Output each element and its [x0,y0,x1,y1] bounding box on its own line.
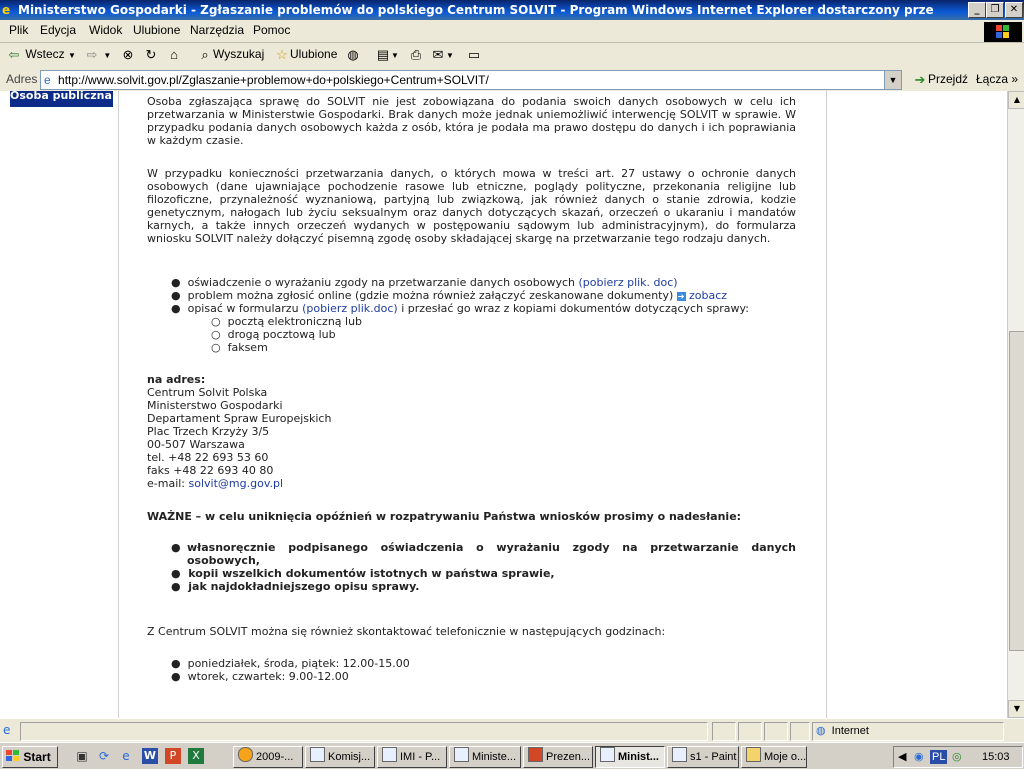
system-tray [893,746,1023,768]
menu-plik[interactable]: Plik [9,23,29,37]
paint-window-icon [672,747,687,762]
important-list-item: ● jak najdokładniejszego opisu sprawy. [171,580,420,593]
back-arrow-icon: ⇦ [8,47,20,62]
favorites-button[interactable]: ☆ Ulubione [274,47,337,63]
media-icon: ◍ [347,47,359,62]
print-button[interactable] [408,47,424,63]
clock: 15:03 [982,751,1010,763]
vertical-scrollbar[interactable] [1007,91,1024,718]
powerpoint-icon[interactable]: P [165,748,181,764]
arrow-link-icon: ➔ [677,292,685,301]
status-bar [0,718,1024,743]
status-text-segment [20,722,708,741]
page-status-icon: e [3,723,11,737]
sub-list-item: ○ drogą pocztową lub [211,328,336,341]
word-icon[interactable]: W [143,749,157,762]
stop-icon: ⊗ [122,47,134,62]
network-icon[interactable]: ◉ [914,751,924,763]
download-consent-link[interactable]: (pobierz plik. doc) [578,276,678,289]
mail-button[interactable]: ✉ ▼ [430,47,454,63]
address-line: Plac Trzech Krzyży 3/5 [147,425,270,438]
taskbar-item-ministe[interactable]: Ministe... [449,746,521,768]
language-indicator[interactable]: PL [932,751,946,763]
menu-edycja[interactable]: Edycja [40,23,77,37]
hours-list-item: ● wtorek, czwartek: 9.00-12.00 [171,670,349,683]
menu-pomoc[interactable]: Pomoc [253,23,291,37]
important-list-item: ● własnoręcznie podpisanego oświadczenia o wyrażaniu zgody na przetwarzanie danych osobowych, [171,541,796,567]
edit-button[interactable] [466,47,482,63]
volume-icon[interactable]: ◀ [898,751,907,763]
go-arrow-icon: ➔ [914,72,926,87]
media-button[interactable] [345,47,361,63]
edit-icon: ▭ [467,47,481,62]
page-icon: e [44,73,51,87]
address-line: Departament Spraw Europejskich [147,412,332,425]
forward-arrow-icon: ⇨ [86,47,98,62]
menu-ulubione[interactable]: Ulubione [133,23,181,37]
mail-icon: ✉ [432,47,444,62]
fax-line: faks +48 22 693 40 80 [147,464,274,477]
list-item: ● opisać w formularzu (pobierz plik.doc) i przesłać go wraz z kopiami dokumentów dotyczących sprawy: [171,302,749,315]
ie-window-icon [600,747,615,762]
taskbar-item-paint[interactable]: s1 - Paint [667,746,739,768]
maximize-button[interactable]: ❐ [986,2,1004,18]
address-dropdown-icon[interactable]: ▼ [884,71,901,89]
ie-window-icon [454,747,469,762]
important-heading: WAŻNE – w celu uniknięcia opóźnień w rozpatrywaniu Państwa wniosków prosimy o nadesłanie: [147,510,742,523]
taskbar [0,742,1024,769]
globe-icon: ◍ [816,725,826,737]
history-button[interactable]: ▤ ▼ [376,47,399,62]
app-icon [238,747,253,762]
menu-bar [0,20,1024,43]
forward-button[interactable]: ⇨ ▼ [84,47,111,63]
online-form-link[interactable]: zobacz [689,289,728,302]
sub-list-item: ○ pocztą elektroniczną lub [211,315,363,328]
taskbar-item-2009[interactable]: 2009-... [233,746,303,768]
print-icon: ⎙ [410,47,422,62]
show-desktop-icon[interactable]: ▣ [76,749,88,763]
ie-window-icon [382,747,397,762]
favorites-icon: ☆ [276,47,288,62]
taskbar-item-minist-active[interactable]: Minist... [595,746,665,768]
stop-button[interactable] [120,47,136,63]
taskbar-item-moje[interactable]: Moje o... [741,746,807,768]
sub-list-item: ○ faksem [211,341,268,354]
windows-logo-icon [984,22,1022,42]
menu-widok[interactable]: Widok [89,23,123,37]
left-sidebar [0,91,119,718]
status-segment [738,722,762,741]
go-button[interactable]: ➔ Przejdź [912,72,968,88]
back-button[interactable]: ⇦ Wstecz ▼ [6,47,76,63]
taskbar-item-imi[interactable]: IMI - P... [377,746,447,768]
refresh-icon: ↻ [145,47,157,62]
address-heading: na adres: [147,373,206,386]
scroll-thumb[interactable] [1009,331,1024,651]
windows-flag-icon [6,750,20,762]
scroll-up-button[interactable]: ▲ [1008,91,1024,109]
download-form-link[interactable]: (pobierz plik.doc) [302,302,398,315]
taskbar-item-komisj[interactable]: Komisj... [305,746,375,768]
address-bar [0,69,1024,92]
address-line: Ministerstwo Gospodarki [147,399,283,412]
close-button[interactable]: ✕ [1005,2,1023,18]
list-item: ● problem można zgłosić online (gdzie można również załączyć zeskanowane dokumenty) ➔ zobacz [171,289,728,302]
address-line: Centrum Solvit Polska [147,386,268,399]
search-icon: ⌕ [201,47,209,62]
minimize-button[interactable]: _ [968,2,986,18]
scroll-down-button[interactable]: ▼ [1008,700,1024,718]
email-line: e-mail: solvit@mg.gov.pl [147,477,284,490]
email-link[interactable]: solvit@mg.gov.pl [188,477,284,490]
excel-icon[interactable]: X [188,748,204,764]
paragraph-sensitive-data: W przypadku konieczności przetwarzania danych, o których mowa w treści art. 27 ustawy o ochronie danych osobowych (dane ujawniające pochodzenie rasowe lub etniczne, poglądy polityczne, przekonania religijne lub filozoficzne, przynależność wyznaniową, partyjną lub związkową, jak również danych o stanie zdrowia, kodzie genetycznym, nałogach lub życiu seksualnym oraz danych dotyczących skazań, orzeczeń o ukaraniu i mandatów karnych, a także innych orzeczeń wydanych w postępowaniu sądowym lub administracyjnym), do formularza wniosku SOLVIT należy dołączyć pisemną zgodę osoby składającej skargę na przetwarzanie tego rodzaju danych. [147,167,796,245]
tray-app-icon[interactable]: ◎ [952,751,962,763]
address-input[interactable] [40,70,902,90]
title-bar[interactable] [0,0,1024,20]
folder-window-icon [746,747,761,762]
phone-intro: Z Centrum SOLVIT można się również skontaktować telefonicznie w następujących godzinach: [147,625,666,638]
start-button[interactable]: Start [2,746,58,768]
home-button[interactable] [166,47,182,63]
important-list-item: ● kopii wszelkich dokumentów istotnych w państwa sprawie, [171,567,555,580]
paragraph-personal-data: Osoba zgłaszająca sprawę do SOLVIT nie jest zobowiązana do podania swoich danych osobowych w celu ich przetwarzania w Ministerstwie Gospodarki. Brak danych może jednak uniemożliwić interwencję SOLVIT w sprawie. W przypadku podania danych osobowych każda z osób, która je podała ma prawo dostępu do danych i ich poprawiania w każdym czasie. [147,95,796,147]
address-url: http://www.solvit.gov.pl/Zglaszanie+problemow+do+polskiego+Centrum+SOLVIT/ [58,73,489,87]
hours-list-item: ● poniedziałek, środa, piątek: 12.00-15.00 [171,657,410,670]
address-line: 00-507 Warszawa [147,438,245,451]
history-icon: ▤ [376,47,390,62]
status-segment [790,722,810,741]
right-column-divider [826,91,827,718]
security-zone: ◍ Internet [812,722,1004,741]
sidebar-item-osoba-publiczna[interactable]: Osoba publiczna [10,91,113,107]
window-title: Ministerstwo Gospodarki - Zgłaszanie problemów do polskiego Centrum SOLVIT - Program Windows Internet Explorer dostarczony prze [18,3,934,17]
taskbar-item-prezen[interactable]: Prezen... [523,746,593,768]
page-viewport[interactable] [0,91,1007,718]
list-item: ● oświadczenie o wyrażaniu zgody na przetwarzanie danych osobowych (pobierz plik. doc) [171,276,678,289]
refresh-button[interactable] [143,47,159,63]
toolbar [0,43,1024,70]
ie-quicklaunch-icon[interactable]: e [122,749,130,763]
quicklaunch-app-icon[interactable]: ⟳ [98,749,110,763]
ie-window-icon [310,747,325,762]
status-segment [712,722,736,741]
search-button[interactable]: ⌕ Wyszukaj [197,47,264,63]
status-segment [764,722,788,741]
links-button[interactable]: Łącza » [976,72,1019,86]
phone-line: tel. +48 22 693 53 60 [147,451,269,464]
powerpoint-window-icon [528,747,543,762]
ie-icon: e [2,3,11,17]
address-label: Adres [6,72,38,86]
menu-narzedzia[interactable]: Narzędzia [190,23,245,37]
home-icon: ⌂ [170,47,178,62]
